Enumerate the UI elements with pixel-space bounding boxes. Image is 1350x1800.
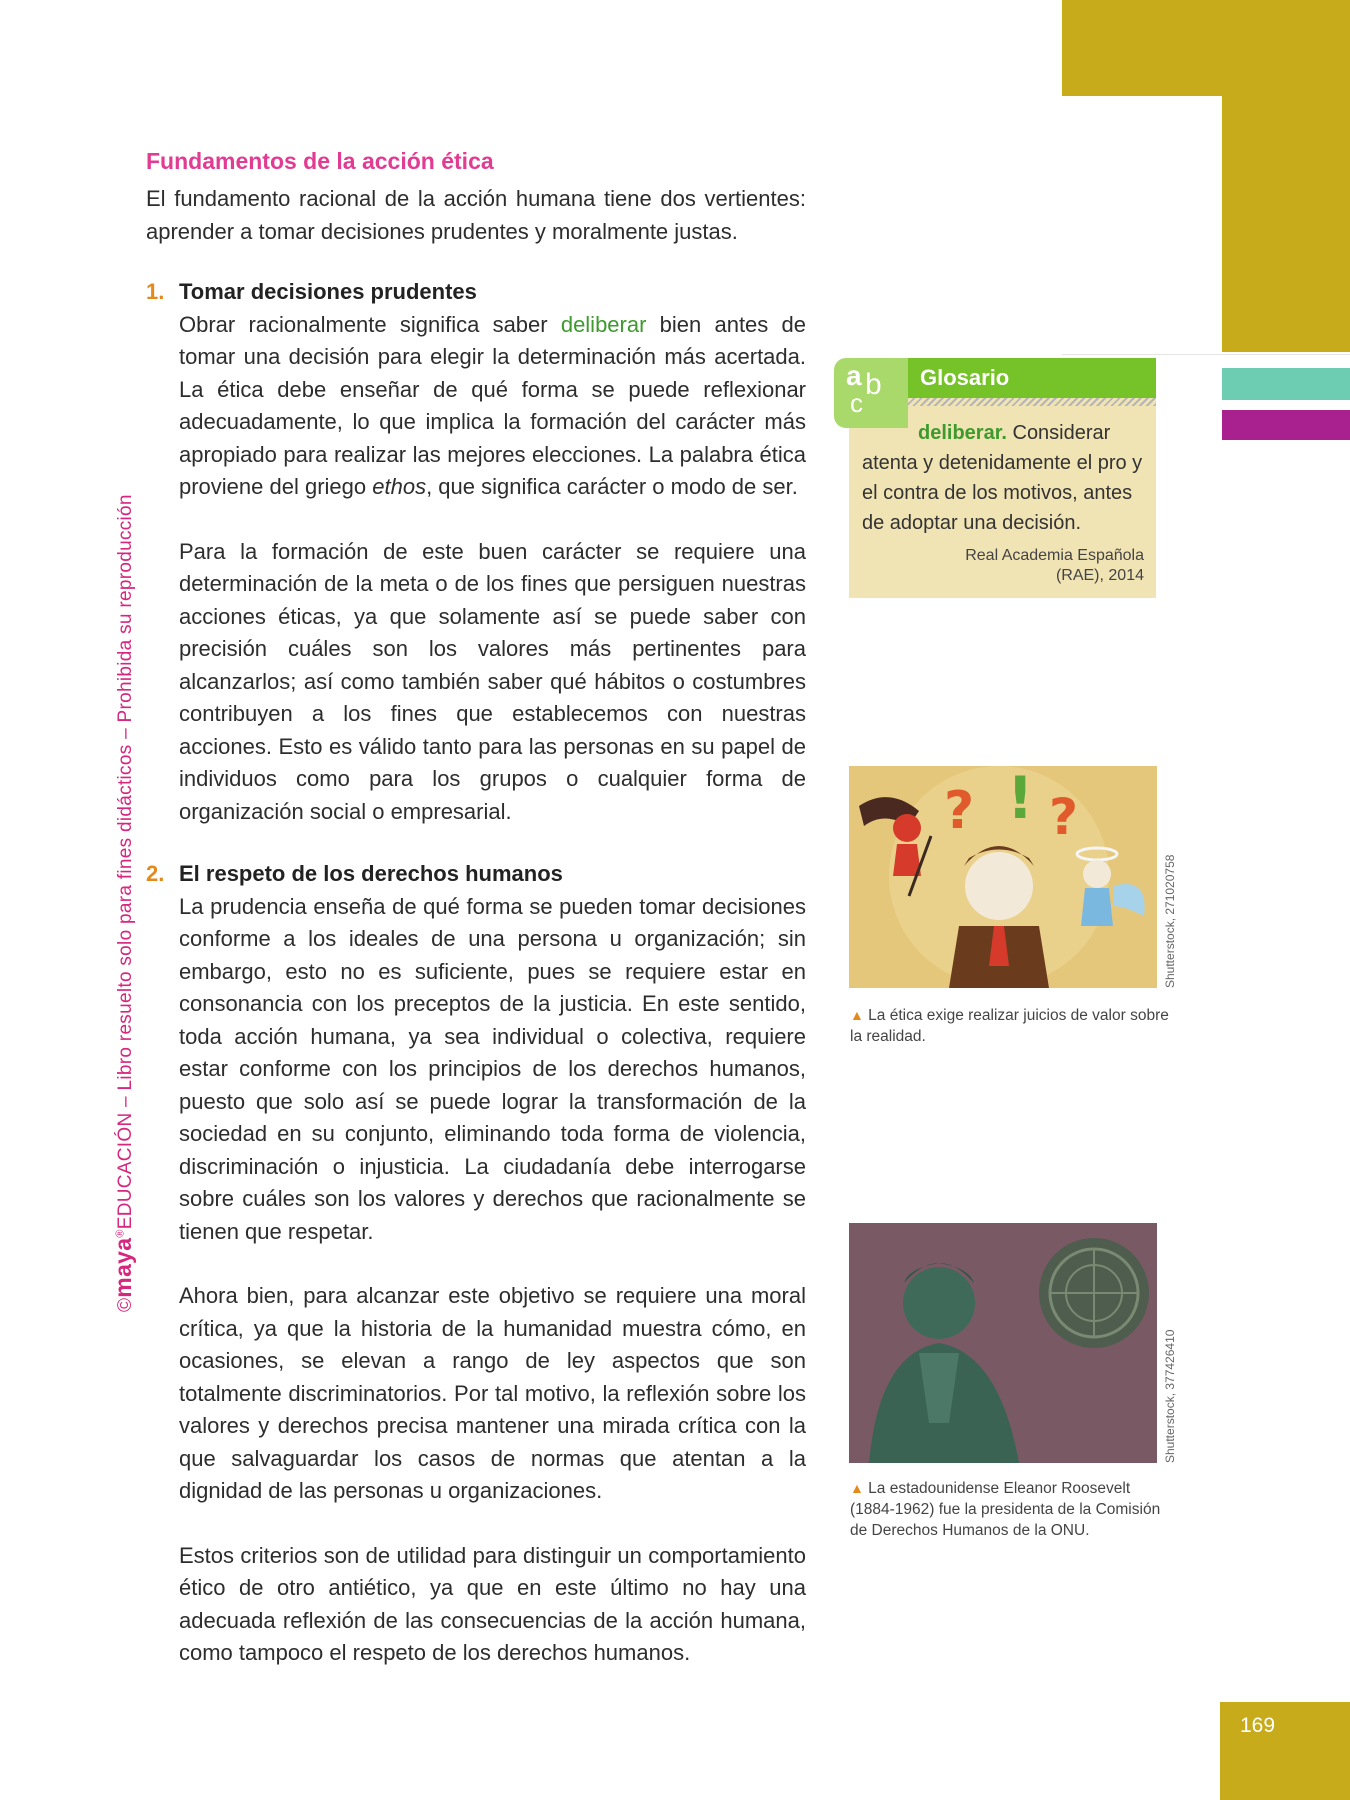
caption-triangle-icon: ▲: [850, 1007, 864, 1023]
glossary-hatch: [906, 398, 1156, 406]
figure1-credit: Shutterstock, 271020758: [1163, 854, 1177, 988]
item-paragraph: Para la formación de este buen carácter se requiere una determinación de la meta o de los fines que persiguen nuestras acciones éticas, ya que solamente así se puede saber con precisión cuáles son los valores más pertinentes para alcanzarlos; así como también saber qué hábitos o costumbres contribuyen a los fines que establecemos con nuestras acciones. Esto es válido tanto para las personas en su papel de individuos como para los grupos o cualquier forma de organización social o empresarial.: [179, 538, 806, 824]
figure2-caption: ▲ La estadounidense Eleanor Roosevelt (1884-1962) fue la presidenta de la Comisión de Derechos Humanos de la ONU.: [850, 1480, 1161, 1539]
section-title: Fundamentos de la acción ética: [146, 148, 494, 174]
eleanor-roosevelt-statue-image: [849, 1223, 1157, 1463]
glossary-header: [906, 358, 1156, 398]
brand-name: maya: [110, 1237, 136, 1298]
glossary-term-link[interactable]: deliberar: [560, 311, 647, 337]
item-number: 1.: [146, 279, 165, 304]
item-paragraph: Estos criterios son de utilidad para distinguir un comportamiento ético de otro antiético, ya que en este último no hay una adecuada reflexión de las consecuencias de la acción humana, como tampoco el respeto de los derechos humanos.: [179, 1542, 806, 1665]
copyright-notice: [110, 494, 137, 1312]
statue-photo: [849, 1223, 1157, 1463]
main-column: [146, 148, 806, 1670]
glossary-title: Glosario: [920, 365, 1010, 390]
glossary-box: [846, 358, 1156, 598]
decorative-purple-tab: [1222, 410, 1350, 440]
glossary-term: deliberar.: [918, 422, 1007, 444]
list-item-human-rights: [146, 858, 806, 1670]
copyright-text: EDUCACIÓN – Libro resuelto solo para fines didácticos – Prohibida su reproducción: [115, 494, 136, 1230]
list-item-prudent-decisions: [146, 276, 806, 828]
decorative-gold-block-top: [1062, 0, 1350, 96]
glossary-abc-icon: a b c: [834, 358, 908, 428]
item-heading: El respeto de los derechos humanos: [179, 861, 563, 886]
glossary-source: Real Academia Española (RAE), 2014: [965, 547, 1144, 584]
decorative-teal-tab: [1222, 368, 1350, 400]
ethics-cartoon-image: [849, 766, 1157, 988]
svg-text:?: ?: [1049, 788, 1079, 846]
copyright-symbol: ©: [115, 1297, 136, 1312]
registered-mark: ®: [114, 1229, 127, 1238]
figure1-caption: ▲ La ética exige realizar juicios de valor sobre la realidad.: [850, 1007, 1169, 1045]
svg-text:!: !: [1007, 766, 1034, 832]
cartoon-illustration: [849, 766, 1157, 988]
decorative-divider: [1062, 354, 1350, 355]
intro-paragraph: El fundamento racional de la acción humana tiene dos vertientes: aprender a tomar decisiones prudentes y moralmente justas.: [146, 186, 806, 244]
item-paragraph: Ahora bien, para alcanzar este objetivo se requiere una moral crítica, ya que la historia de la humanidad muestra cómo, en ocasiones, se elevan a rango de ley aspectos que son totalmente discriminatorios. Por tal motivo, la reflexión sobre los valores y derechos precisa mantener una mirada crítica con la que salvaguardar los casos de normas que atentan a la dignidad de las personas u organizaciones.: [179, 1283, 806, 1503]
item-paragraph: La prudencia enseña de qué forma se pueden tomar decisiones conforme a los ideales de una persona u organización; sin embargo, esto no es suficiente, pues se requiere estar en consonancia con los preceptos de la justicia. En este sentido, toda acción humana, ya sea individual o colectiva, requiere estar conforme con los principios de los derechos humanos, puesto que solo así se puede lograr la transformación de la sociedad en su conjunto, eliminando toda forma de violencia, discriminación o injusticia. La ciudadanía debe interrogarse sobre cuáles son los valores y derechos que racionalmente se tienen que respetar.: [179, 893, 806, 1244]
item-number: 2.: [146, 861, 165, 886]
italic-term: ethos: [372, 474, 427, 499]
page-number: 169: [1240, 1714, 1276, 1737]
item-heading: Tomar decisiones prudentes: [179, 279, 477, 304]
item-paragraph: Obrar racionalmente significa saber deliberar bien antes de tomar una decisión para elegir la determinación más acertada. La ética debe enseñar de qué forma se puede reflexionar adecuadamente, lo que implica la formación del carácter más apropiado para realizar las mejores elecciones. La palabra ética proviene del griego ethos, que significa carácter o modo de ser.: [179, 311, 806, 499]
svg-text:?: ?: [944, 781, 975, 841]
glossary-definition: deliberar. Considerar atenta y detenidamente el pro y el contra de los motivos, antes de adoptar una decisión.: [862, 422, 1143, 534]
decorative-gold-block-side: [1222, 96, 1350, 352]
figure2-credit: Shutterstock, 377426410: [1163, 1329, 1177, 1463]
caption-triangle-icon: ▲: [850, 1480, 864, 1496]
